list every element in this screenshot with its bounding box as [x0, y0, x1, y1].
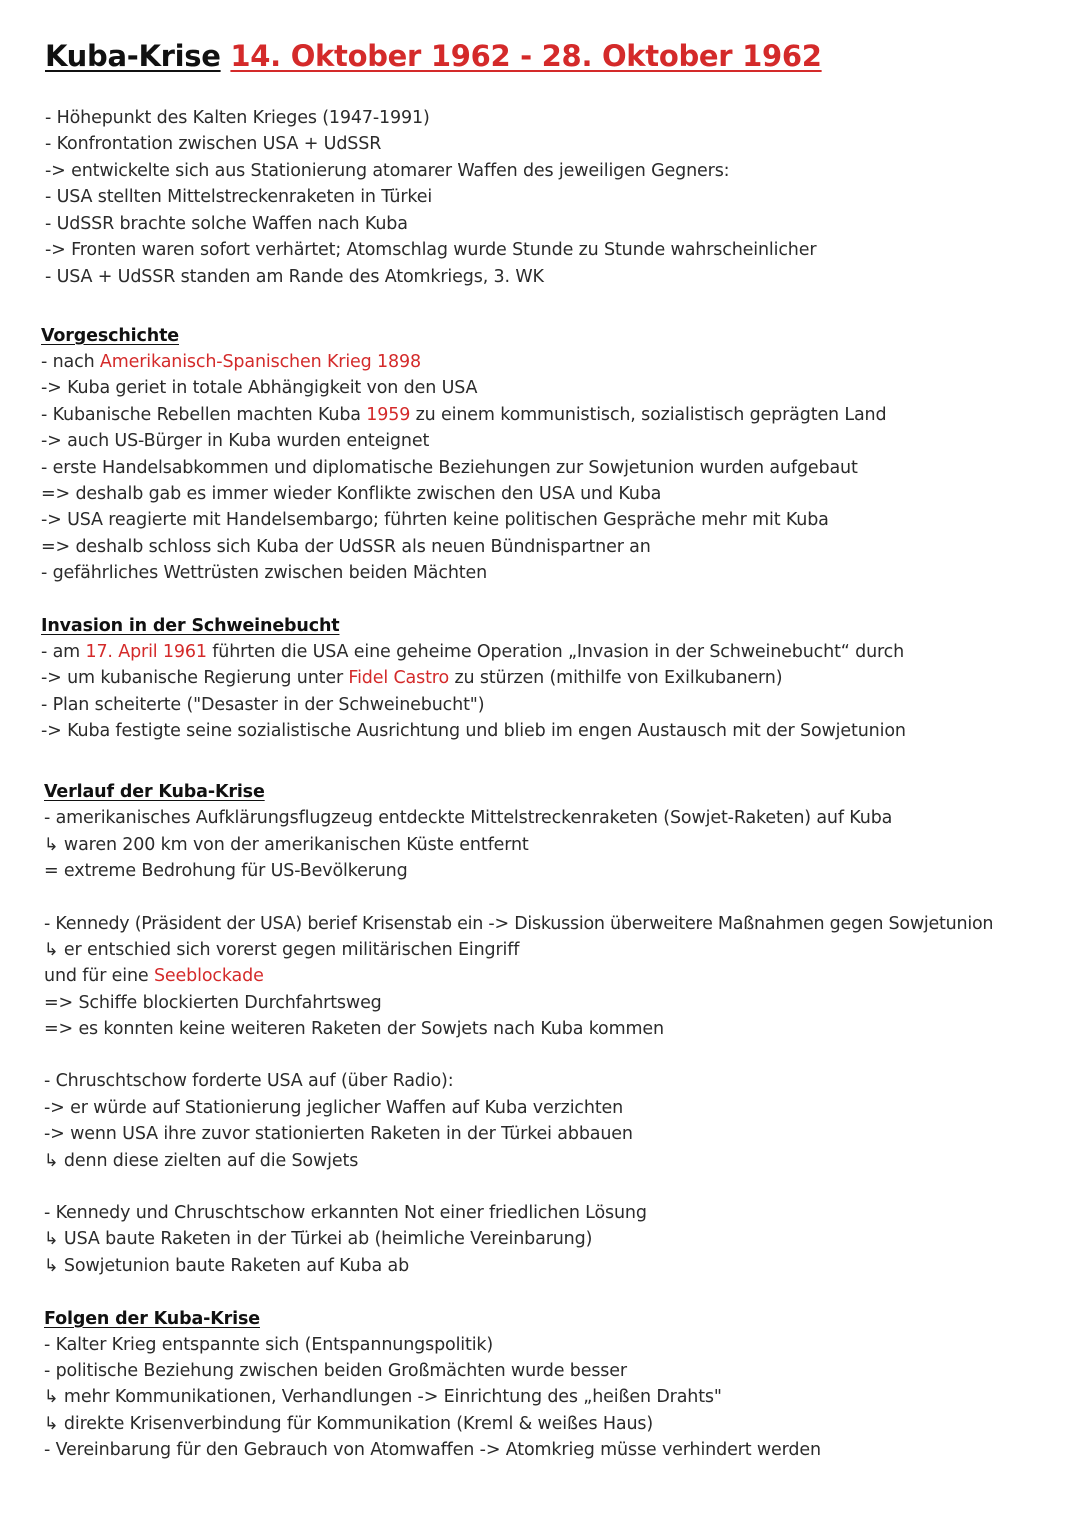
vorgeschichte-line: [41, 350, 421, 374]
text-span: - Kubanische Rebellen machten Kuba: [41, 405, 367, 425]
title-dates: 14. Oktober 1962 - 28. Oktober 1962: [230, 39, 822, 73]
folgen-line: - Kalter Krieg entspannte sich (Entspannungspolitik): [44, 1335, 494, 1355]
text-span: zu einem kommunistisch, sozialistisch geprägten Land: [410, 405, 887, 425]
verlauf-line: ↳ Sowjetunion baute Raketen auf Kuba ab: [44, 1256, 410, 1276]
intro-line: - USA + UdSSR standen am Rande des Atomkriegs, 3. WK: [45, 267, 544, 287]
vorgeschichte-line: [41, 403, 886, 427]
verlauf-line: [44, 964, 264, 988]
text-span: zu stürzen (mithilfe von Exilkubanern): [449, 668, 783, 688]
heading-folgen: Folgen der Kuba-Krise: [44, 1309, 260, 1329]
invasion-line: [41, 666, 782, 690]
vorgeschichte-line: => deshalb schloss sich Kuba der UdSSR als neuen Bündnispartner an: [41, 537, 651, 557]
vorgeschichte-line: -> Kuba geriet in totale Abhängigkeit von den USA: [41, 378, 478, 398]
intro-line: - Höhepunkt des Kalten Krieges (1947-1991): [45, 108, 430, 128]
invasion-line: - Plan scheiterte ("Desaster in der Schweinebucht"): [41, 695, 485, 715]
text-span: und für eine: [44, 966, 154, 986]
vorgeschichte-line: - gefährliches Wettrüsten zwischen beiden Mächten: [41, 563, 488, 583]
verlauf-line: = extreme Bedrohung für US-Bevölkerung: [44, 861, 408, 881]
verlauf-line: -> er würde auf Stationierung jeglicher Waffen auf Kuba verzichten: [44, 1098, 624, 1118]
heading-verlauf: Verlauf der Kuba-Krise: [44, 782, 265, 802]
folgen-line: ↳ mehr Kommunikationen, Verhandlungen -> Einrichtung des „heißen Drahts": [44, 1387, 722, 1407]
invasion-line: -> Kuba festigte seine sozialistische Ausrichtung und blieb im engen Austausch mit der Sowjetunion: [41, 721, 906, 741]
invasion-line: [41, 640, 904, 664]
vorgeschichte-line: -> USA reagierte mit Handelsembargo; führten keine politischen Gespräche mehr mit Kuba: [41, 510, 829, 530]
highlight-span: Amerikanisch-Spanischen Krieg 1898: [99, 352, 421, 372]
highlight-span: Seeblockade: [153, 966, 264, 986]
text-span: - am: [41, 642, 86, 662]
intro-line: -> entwickelte sich aus Stationierung atomarer Waffen des jeweiligen Gegners:: [45, 161, 730, 181]
verlauf-line: -> wenn USA ihre zuvor stationierten Raketen in der Türkei abbauen: [44, 1124, 633, 1144]
text-span: führten die USA eine geheime Operation „Invasion in der Schweinebucht“ durch: [206, 642, 905, 662]
verlauf-line: ↳ er entschied sich vorerst gegen militärischen Eingriff: [44, 940, 520, 960]
folgen-line: - Vereinbarung für den Gebrauch von Atomwaffen -> Atomkrieg müsse verhindert werden: [44, 1440, 821, 1460]
verlauf-line: - amerikanisches Aufklärungsflugzeug entdeckte Mittelstreckenraketen (Sowjet-Raketen) auf Kuba: [44, 808, 893, 828]
text-span: - nach: [41, 352, 100, 372]
verlauf-line: => Schiffe blockierten Durchfahrtsweg: [44, 993, 382, 1013]
vorgeschichte-line: -> auch US-Bürger in Kuba wurden enteignet: [41, 431, 430, 451]
folgen-line: - politische Beziehung zwischen beiden Großmächten wurde besser: [44, 1361, 627, 1381]
heading-vorgeschichte: Vorgeschichte: [41, 326, 179, 346]
highlight-span: 17. April 1961: [85, 642, 207, 662]
verlauf-line: ↳ denn diese zielten auf die Sowjets: [44, 1151, 359, 1171]
vorgeschichte-line: => deshalb gab es immer wieder Konflikte zwischen den USA und Kuba: [41, 484, 662, 504]
page-title: [45, 36, 822, 76]
intro-line: -> Fronten waren sofort verhärtet; Atomschlag wurde Stunde zu Stunde wahrscheinlicher: [45, 240, 817, 260]
verlauf-line: ↳ USA baute Raketen in der Türkei ab (heimliche Vereinbarung): [44, 1229, 593, 1249]
text-span: -> um kubanische Regierung unter: [41, 668, 349, 688]
intro-line: - UdSSR brachte solche Waffen nach Kuba: [45, 214, 408, 234]
highlight-span: 1959: [366, 405, 411, 425]
title-main: Kuba-Krise: [45, 39, 221, 73]
verlauf-line: => es konnten keine weiteren Raketen der Sowjets nach Kuba kommen: [44, 1019, 664, 1039]
folgen-line: ↳ direkte Krisenverbindung für Kommunikation (Kreml & weißes Haus): [44, 1414, 654, 1434]
verlauf-line: - Kennedy (Präsident der USA) berief Krisenstab ein -> Diskussion überweitere Maßnahmen gegen Sowjetunion: [44, 914, 994, 934]
verlauf-line: - Chruschtschow forderte USA auf (über Radio):: [44, 1071, 454, 1091]
intro-line: - USA stellten Mittelstreckenraketen in Türkei: [45, 187, 433, 207]
intro-line: - Konfrontation zwischen USA + UdSSR: [45, 134, 382, 154]
verlauf-line: - Kennedy und Chruschtschow erkannten Not einer friedlichen Lösung: [44, 1203, 647, 1223]
heading-invasion: Invasion in der Schweinebucht: [41, 616, 340, 636]
vorgeschichte-line: - erste Handelsabkommen und diplomatische Beziehungen zur Sowjetunion wurden aufgebaut: [41, 458, 858, 478]
verlauf-line: ↳ waren 200 km von der amerikanischen Küste entfernt: [44, 835, 529, 855]
highlight-span: Fidel Castro: [348, 668, 450, 688]
